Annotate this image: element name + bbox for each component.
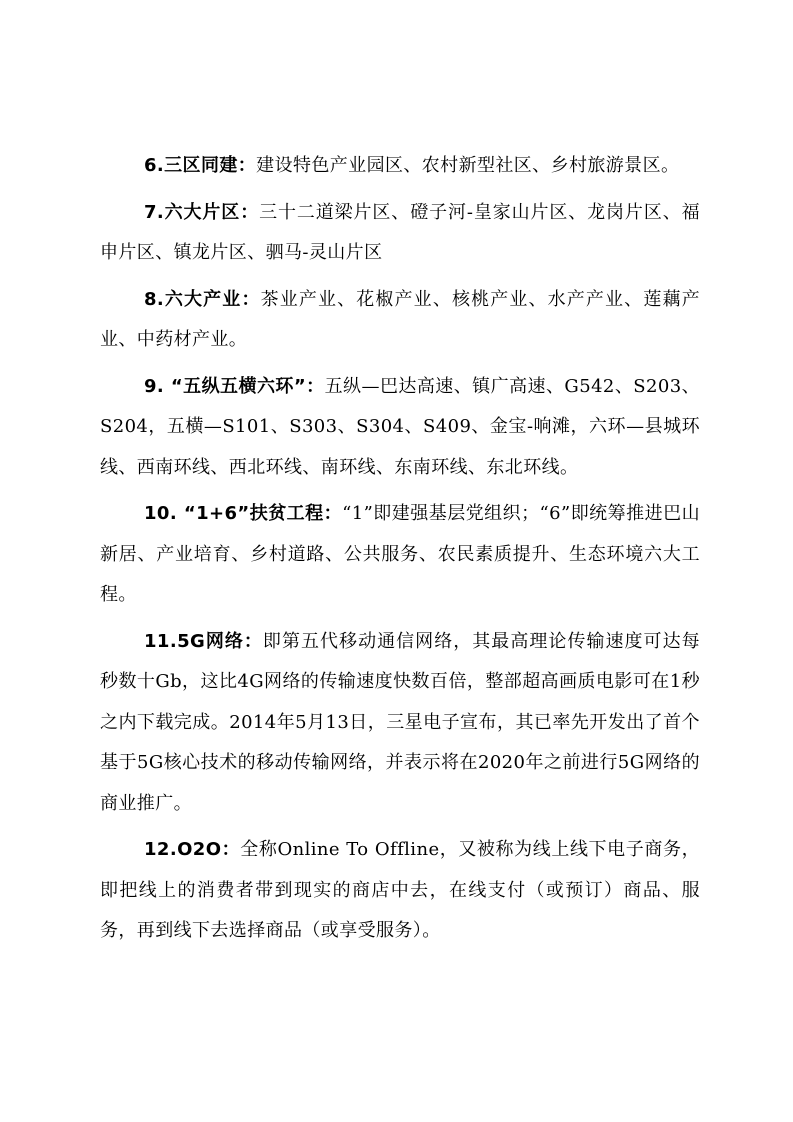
glossary-item-7 — [100, 193, 700, 274]
glossary-definition: 三十二道梁片区、磴子河-皇家山片区、龙岗片区、福申片区、镇龙片区、驷马-灵山片区 — [100, 201, 700, 263]
glossary-definition: “1”即建强基层党组织；“6”即统筹推进巴山新居、产业培育、乡村道路、公共服务、农民素质提升、生态环境六大工程。 — [100, 503, 700, 605]
glossary-item-8 — [100, 280, 700, 361]
glossary-definition: 茶业产业、花椒产业、核桃产业、水产产业、莲藕产业、中药材产业。 — [100, 288, 700, 350]
glossary-term: 10. “1+6”扶贫工程： — [144, 503, 343, 524]
glossary-body — [100, 146, 700, 958]
glossary-term: 8.六大产业： — [144, 288, 261, 310]
glossary-definition: 建设特色产业园区、农村新型社区、乡村旅游景区。 — [256, 155, 680, 176]
glossary-term: 7.六大片区： — [144, 201, 260, 223]
glossary-term: 11.5G网络： — [144, 630, 263, 652]
glossary-item-10 — [100, 494, 700, 616]
glossary-definition: 五纵—巴达高速、镇广高速、G542、S203、S204，五横—S101、S303、S304、S409、金宝-响滩，六环—县城环线、西南环线、西北环线、南环线、东南环线、东北环线。 — [100, 375, 701, 478]
glossary-item-6 — [100, 146, 700, 187]
glossary-term: 6.三区同建： — [144, 155, 257, 176]
glossary-definition: 即第五代移动通信网络，其最高理论传输速度可达每秒数十Gb，这比4G网络的传输速度快数百倍，整部超高画质电影可在1秒之内下载完成。2014年5月13日，三星电子宣布，其已率先开发出了首个基于5G核心技术的移动传输网络，并表示将在2020年之前进行5G网络的商业推广。 — [100, 630, 701, 814]
glossary-item-9 — [100, 367, 700, 489]
glossary-definition: 全称Online To Offline，又被称为线上线下电子商务，即把线上的消费者带到现实的商店中去，在线支付（或预订）商品、服务，再到线下去选择商品（或享受服务）。 — [100, 839, 700, 941]
glossary-item-11 — [100, 622, 700, 825]
glossary-term: 12.O2O： — [144, 839, 241, 860]
glossary-item-12 — [100, 830, 700, 952]
glossary-term: 9. “五纵五横六环”： — [144, 375, 325, 397]
